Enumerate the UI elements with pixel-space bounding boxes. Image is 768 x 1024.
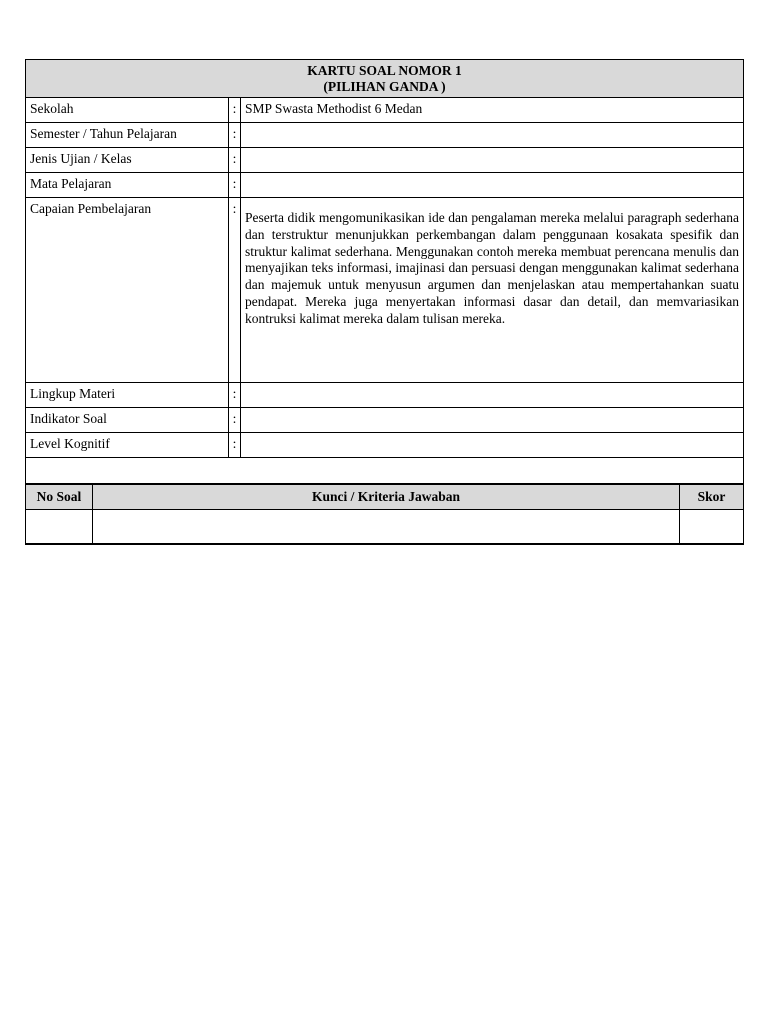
field-label: Lingkup Materi	[26, 383, 229, 408]
field-row-capaian	[26, 198, 744, 383]
field-colon: :	[229, 123, 241, 148]
header-no-soal: No Soal	[26, 484, 93, 509]
card-title	[26, 60, 744, 98]
field-label: Indikator Soal	[26, 408, 229, 433]
cell-no-soal	[26, 509, 93, 544]
cell-kunci	[93, 509, 680, 544]
field-row-indikator-soal	[26, 408, 744, 433]
field-colon: :	[229, 408, 241, 433]
question-card	[25, 59, 743, 545]
answer-table	[25, 483, 744, 545]
field-value-capaian: Peserta didik mengomunikasikan ide dan pengalaman mereka melalui paragraph sederhana dan terstruktur menunjukkan perkembangan dalam penggunaan kosakata spesifik dan struktur kalimat sederhana. Menggunakan contoh mereka membuat perencana menulis dan menyajikan teks informasi, imajinasi dan persuasi dengan menggunakan kalimat sederhana dan majemuk untuk menyusun argumen dan menjelaskan atau mempertahankan suatu pendapat. Mereka juga menyertakan informasi dasar dan detail, dan memvariasikan kontruksi kalimat mereka dalam tulisan mereka.	[241, 198, 744, 383]
field-value-semester	[241, 123, 744, 148]
answer-table-header	[26, 484, 744, 509]
field-colon: :	[229, 433, 241, 458]
field-value-level-kognitif	[241, 433, 744, 458]
field-value-lingkup-materi	[241, 383, 744, 408]
card-title-line1: KARTU SOAL NOMOR 1	[307, 63, 462, 78]
card-info-table	[25, 59, 744, 484]
field-colon: :	[229, 98, 241, 123]
spacer-cell	[26, 458, 744, 484]
field-colon: :	[229, 148, 241, 173]
field-value-jenis-ujian	[241, 148, 744, 173]
field-label: Capaian Pembelajaran	[26, 198, 229, 383]
spacer-row	[26, 458, 744, 484]
card-title-line2: (PILIHAN GANDA )	[323, 79, 446, 94]
field-row-semester	[26, 123, 744, 148]
field-row-sekolah	[26, 98, 744, 123]
field-value-sekolah: SMP Swasta Methodist 6 Medan	[241, 98, 744, 123]
field-row-jenis-ujian	[26, 148, 744, 173]
field-row-lingkup-materi	[26, 383, 744, 408]
field-row-mata-pelajaran	[26, 173, 744, 198]
field-colon: :	[229, 173, 241, 198]
field-label: Jenis Ujian / Kelas	[26, 148, 229, 173]
answer-table-row	[26, 509, 744, 544]
field-row-level-kognitif	[26, 433, 744, 458]
field-colon: :	[229, 198, 241, 383]
field-label: Level Kognitif	[26, 433, 229, 458]
field-label: Mata Pelajaran	[26, 173, 229, 198]
field-colon: :	[229, 383, 241, 408]
field-label: Semester / Tahun Pelajaran	[26, 123, 229, 148]
field-label: Sekolah	[26, 98, 229, 123]
header-skor: Skor	[680, 484, 744, 509]
cell-skor	[680, 509, 744, 544]
header-kunci: Kunci / Kriteria Jawaban	[93, 484, 680, 509]
field-value-mata-pelajaran	[241, 173, 744, 198]
field-value-indikator-soal	[241, 408, 744, 433]
